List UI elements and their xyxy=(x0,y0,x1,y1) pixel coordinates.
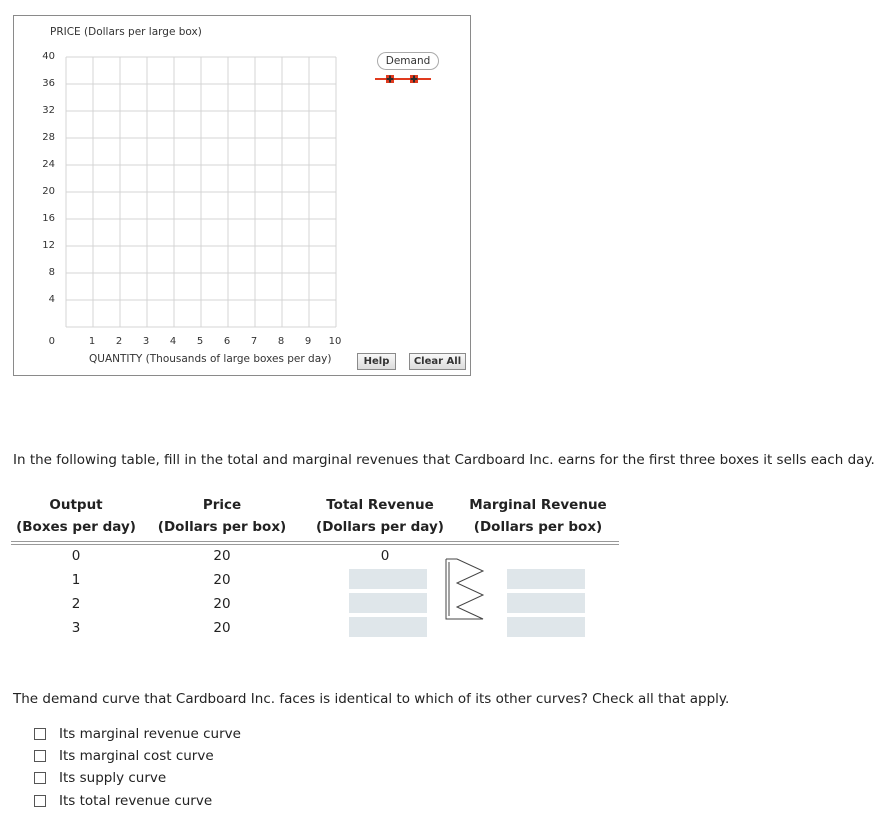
total-revenue-input-2[interactable] xyxy=(349,593,427,613)
y-tick-40: 40 xyxy=(42,51,55,62)
graph-grid[interactable] xyxy=(14,16,472,377)
demand-legend-label: Demand xyxy=(377,52,439,70)
y-tick-4: 4 xyxy=(48,294,55,305)
x-tick-10: 10 xyxy=(328,336,342,347)
row-1-price: 20 xyxy=(213,572,231,588)
marginal-revenue-input-3[interactable] xyxy=(507,617,585,637)
header-price: Price xyxy=(202,497,242,513)
x-tick-3: 3 xyxy=(142,336,150,347)
y-axis-title: PRICE (Dollars per large box) xyxy=(50,26,202,38)
total-revenue-input-1[interactable] xyxy=(349,569,427,589)
x-tick-1: 1 xyxy=(88,336,96,347)
y-tick-32: 32 xyxy=(42,105,55,116)
checkbox-marginal-revenue[interactable] xyxy=(34,728,46,740)
option-label: Its marginal cost curve xyxy=(59,748,214,764)
checkbox-marginal-cost[interactable] xyxy=(34,750,46,762)
row-0-price: 20 xyxy=(213,548,231,564)
y-tick-20: 20 xyxy=(42,186,55,197)
x-tick-5: 5 xyxy=(196,336,204,347)
option-label: Its total revenue curve xyxy=(59,793,213,809)
help-button[interactable]: Help xyxy=(357,353,396,370)
plus-marker-icon xyxy=(386,75,394,83)
header-divider xyxy=(11,544,619,545)
row-3-output: 3 xyxy=(71,620,81,636)
y-tick-16: 16 xyxy=(42,213,55,224)
clear-all-button[interactable]: Clear All xyxy=(409,353,466,370)
plus-marker-icon xyxy=(410,75,418,83)
checkbox-supply[interactable] xyxy=(34,772,46,784)
y-tick-36: 36 xyxy=(42,78,55,89)
y-tick-24: 24 xyxy=(42,159,55,170)
header-divider xyxy=(11,541,619,542)
row-2-output: 2 xyxy=(71,596,81,612)
x-tick-7: 7 xyxy=(250,336,258,347)
row-1-output: 1 xyxy=(71,572,81,588)
x-tick-9: 9 xyxy=(304,336,312,347)
option-marginal-revenue[interactable] xyxy=(34,725,241,743)
origin-label: 0 xyxy=(48,336,55,347)
option-label: Its supply curve xyxy=(59,770,167,786)
row-3-price: 20 xyxy=(213,620,231,636)
y-tick-28: 28 xyxy=(42,132,55,143)
graph-panel xyxy=(13,15,471,376)
row-0-output: 0 xyxy=(71,548,81,564)
header-total-revenue-unit: (Dollars per day) xyxy=(316,519,444,535)
row-0-total-revenue: 0 xyxy=(380,548,390,564)
checkbox-question: The demand curve that Cardboard Inc. faces is identical to which of its other curves? Check all that apply. xyxy=(13,691,730,707)
option-supply[interactable] xyxy=(34,769,166,787)
option-marginal-cost[interactable] xyxy=(34,747,214,765)
header-total-revenue: Total Revenue xyxy=(326,497,434,513)
header-output-unit: (Boxes per day) xyxy=(16,519,136,535)
y-tick-8: 8 xyxy=(48,267,55,278)
total-revenue-input-3[interactable] xyxy=(349,617,427,637)
option-label: Its marginal revenue curve xyxy=(59,726,241,742)
x-tick-8: 8 xyxy=(277,336,285,347)
x-axis-title: QUANTITY (Thousands of large boxes per day) xyxy=(89,353,332,365)
zigzag-connector-icon xyxy=(444,556,490,626)
header-price-unit: (Dollars per box) xyxy=(157,519,287,535)
x-tick-2: 2 xyxy=(115,336,123,347)
marginal-revenue-input-2[interactable] xyxy=(507,593,585,613)
y-tick-12: 12 xyxy=(42,240,55,251)
table-instructions: In the following table, fill in the total and marginal revenues that Cardboard Inc. earns for the first three boxes it sells each day. xyxy=(13,452,875,468)
option-total-revenue[interactable] xyxy=(34,792,212,810)
marginal-revenue-input-1[interactable] xyxy=(507,569,585,589)
x-tick-6: 6 xyxy=(223,336,231,347)
header-marginal-revenue: Marginal Revenue xyxy=(469,497,607,513)
row-2-price: 20 xyxy=(213,596,231,612)
header-marginal-revenue-unit: (Dollars per box) xyxy=(473,519,603,535)
checkbox-total-revenue[interactable] xyxy=(34,795,46,807)
header-output: Output xyxy=(49,497,103,513)
x-tick-4: 4 xyxy=(169,336,177,347)
